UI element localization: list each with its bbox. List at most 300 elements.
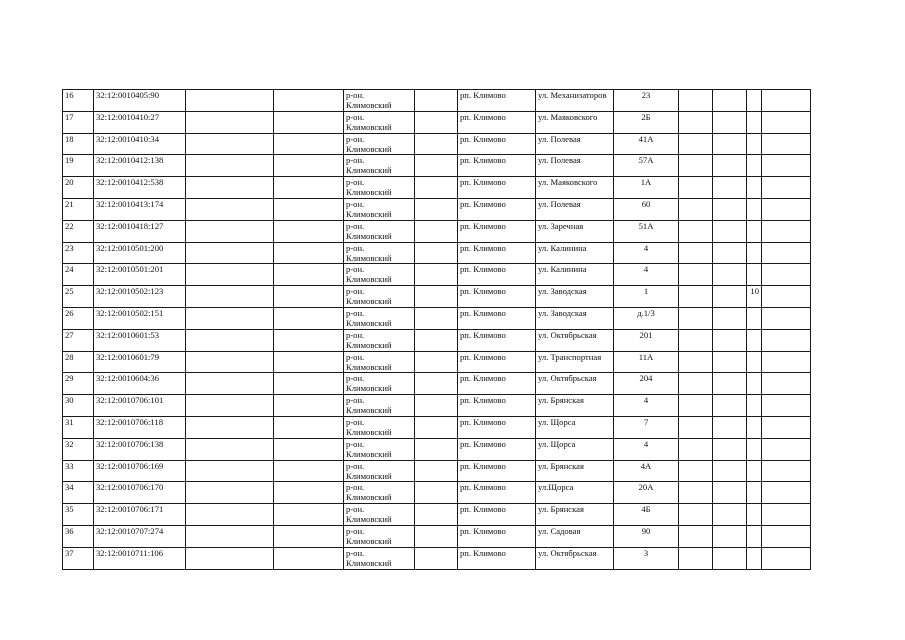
house-number-cell: д.1/3 — [614, 307, 679, 329]
district-name: Климовский — [346, 296, 392, 307]
district-cell — [344, 90, 415, 112]
cadastral-number-cell: 32:12:0010502:123 — [94, 286, 186, 308]
settlement-cell: рп. Климово — [458, 395, 536, 417]
empty-cell — [762, 90, 811, 112]
street-cell: ул. Механизаторов — [536, 90, 614, 112]
row-number-cell: 25 — [63, 286, 94, 308]
empty-cell — [186, 286, 274, 308]
extra-value-cell — [747, 242, 762, 264]
empty-cell — [679, 220, 713, 242]
district-name: Климовский — [346, 121, 392, 132]
empty-cell — [679, 155, 713, 177]
street-cell: ул. Брянская — [536, 504, 614, 526]
empty-cell — [762, 286, 811, 308]
empty-cell — [274, 242, 344, 264]
house-number-cell: 90 — [614, 525, 679, 547]
cadastral-number-cell: 32:12:0010412:138 — [94, 155, 186, 177]
district-name: Климовский — [346, 100, 392, 110]
district-name: Климовский — [346, 426, 392, 437]
empty-cell — [415, 525, 458, 547]
district-prefix: р-он. — [346, 286, 365, 297]
extra-value-cell — [747, 111, 762, 133]
extra-value-cell — [747, 90, 762, 112]
district-prefix: р-он. — [346, 307, 365, 318]
district-cell — [344, 111, 415, 133]
empty-cell — [274, 307, 344, 329]
district-name: Климовский — [346, 361, 392, 372]
empty-cell — [762, 504, 811, 526]
street-cell: ул. Полевая — [536, 198, 614, 220]
row-number-cell: 34 — [63, 482, 94, 504]
empty-cell — [762, 395, 811, 417]
empty-cell — [713, 351, 747, 373]
empty-cell — [679, 90, 713, 112]
empty-cell — [415, 329, 458, 351]
district-cell — [344, 133, 415, 155]
district-name: Климовский — [346, 492, 392, 503]
house-number-cell: 23 — [614, 90, 679, 112]
settlement-cell: рп. Климово — [458, 482, 536, 504]
settlement-cell: рп. Климово — [458, 90, 536, 112]
empty-cell — [679, 286, 713, 308]
cadastral-number-cell: 32:12:0010501:200 — [94, 242, 186, 264]
street-cell: ул.Щорса — [536, 482, 614, 504]
district-name: Климовский — [346, 274, 392, 285]
house-number-cell: 4Б — [614, 504, 679, 526]
settlement-cell: рп. Климово — [458, 373, 536, 395]
empty-cell — [713, 373, 747, 395]
empty-cell — [679, 416, 713, 438]
district-prefix: р-он. — [346, 351, 365, 362]
settlement-cell: рп. Климово — [458, 307, 536, 329]
house-number-cell: 4 — [614, 395, 679, 417]
extra-value-cell — [747, 351, 762, 373]
district-prefix: р-он. — [346, 525, 365, 536]
district-name: Климовский — [346, 208, 392, 219]
settlement-cell: рп. Климово — [458, 133, 536, 155]
extra-value-cell — [747, 547, 762, 569]
empty-cell — [415, 111, 458, 133]
empty-cell — [713, 307, 747, 329]
table-row — [63, 177, 811, 199]
table-row — [63, 460, 811, 482]
empty-cell — [274, 460, 344, 482]
district-cell — [344, 438, 415, 460]
street-cell: ул. Брянская — [536, 460, 614, 482]
district-cell — [344, 307, 415, 329]
empty-cell — [274, 547, 344, 569]
house-number-cell: 20А — [614, 482, 679, 504]
row-number-cell: 30 — [63, 395, 94, 417]
street-cell: ул. Калинина — [536, 242, 614, 264]
district-cell — [344, 242, 415, 264]
settlement-cell: рп. Климово — [458, 329, 536, 351]
table-row — [63, 504, 811, 526]
empty-cell — [415, 220, 458, 242]
empty-cell — [186, 264, 274, 286]
document-page — [62, 89, 810, 570]
empty-cell — [415, 460, 458, 482]
street-cell: ул. Транспортная — [536, 351, 614, 373]
district-prefix: р-он. — [346, 460, 365, 471]
extra-value-cell: 10 — [747, 286, 762, 308]
empty-cell — [186, 395, 274, 417]
table-row — [63, 307, 811, 329]
empty-cell — [186, 351, 274, 373]
empty-cell — [415, 90, 458, 112]
street-cell: ул. Октябрьская — [536, 329, 614, 351]
cadastral-number-cell: 32:12:0010410:27 — [94, 111, 186, 133]
extra-value-cell — [747, 373, 762, 395]
row-number-cell: 32 — [63, 438, 94, 460]
table-row — [63, 133, 811, 155]
extra-value-cell — [747, 416, 762, 438]
empty-cell — [713, 395, 747, 417]
district-cell — [344, 416, 415, 438]
empty-cell — [762, 460, 811, 482]
street-cell: ул. Заводская — [536, 307, 614, 329]
empty-cell — [415, 438, 458, 460]
empty-cell — [679, 133, 713, 155]
table-row — [63, 242, 811, 264]
district-cell — [344, 198, 415, 220]
empty-cell — [274, 220, 344, 242]
row-number-cell: 37 — [63, 547, 94, 569]
cadastral-number-cell: 32:12:0010413:174 — [94, 198, 186, 220]
empty-cell — [274, 264, 344, 286]
empty-cell — [186, 307, 274, 329]
street-cell: ул. Щорса — [536, 438, 614, 460]
house-number-cell: 1 — [614, 286, 679, 308]
table-row — [63, 525, 811, 547]
district-cell — [344, 329, 415, 351]
settlement-cell: рп. Климово — [458, 177, 536, 199]
table-row — [63, 286, 811, 308]
cadastral-number-cell: 32:12:0010410:34 — [94, 133, 186, 155]
district-name: Климовский — [346, 165, 392, 176]
district-name: Климовский — [346, 448, 392, 459]
empty-cell — [713, 155, 747, 177]
empty-cell — [274, 482, 344, 504]
empty-cell — [713, 460, 747, 482]
empty-cell — [415, 133, 458, 155]
empty-cell — [679, 264, 713, 286]
table-row — [63, 329, 811, 351]
house-number-cell: 7 — [614, 416, 679, 438]
empty-cell — [415, 198, 458, 220]
district-prefix: р-он. — [346, 198, 365, 209]
table-row — [63, 438, 811, 460]
district-cell — [344, 525, 415, 547]
empty-cell — [713, 329, 747, 351]
table-row — [63, 395, 811, 417]
street-cell: ул. Заводская — [536, 286, 614, 308]
empty-cell — [713, 504, 747, 526]
empty-cell — [274, 177, 344, 199]
empty-cell — [762, 242, 811, 264]
empty-cell — [274, 329, 344, 351]
empty-cell — [679, 547, 713, 569]
cadastral-number-cell: 32:12:0010706:171 — [94, 504, 186, 526]
street-cell: ул. Октябрьская — [536, 547, 614, 569]
empty-cell — [679, 460, 713, 482]
cadastral-number-cell: 32:12:0010706:138 — [94, 438, 186, 460]
district-cell — [344, 351, 415, 373]
house-number-cell: 60 — [614, 198, 679, 220]
district-cell — [344, 547, 415, 569]
empty-cell — [713, 416, 747, 438]
table-row — [63, 373, 811, 395]
extra-value-cell — [747, 525, 762, 547]
street-cell: ул. Садовая — [536, 525, 614, 547]
cadastral-number-cell: 32:12:0010418:127 — [94, 220, 186, 242]
house-number-cell: 51А — [614, 220, 679, 242]
district-cell — [344, 482, 415, 504]
row-number-cell: 31 — [63, 416, 94, 438]
empty-cell — [762, 351, 811, 373]
district-prefix: р-он. — [346, 264, 365, 275]
empty-cell — [274, 111, 344, 133]
house-number-cell: 4А — [614, 460, 679, 482]
empty-cell — [415, 307, 458, 329]
empty-cell — [762, 307, 811, 329]
extra-value-cell — [747, 504, 762, 526]
empty-cell — [415, 242, 458, 264]
table-body — [63, 90, 811, 570]
extra-value-cell — [747, 329, 762, 351]
table-row — [63, 416, 811, 438]
district-name: Климовский — [346, 405, 392, 416]
district-name: Климовский — [346, 317, 392, 328]
cadastral-number-cell: 32:12:0010604:36 — [94, 373, 186, 395]
empty-cell — [713, 482, 747, 504]
street-cell: ул. Маяковского — [536, 111, 614, 133]
empty-cell — [679, 307, 713, 329]
empty-cell — [762, 416, 811, 438]
row-number-cell: 26 — [63, 307, 94, 329]
empty-cell — [679, 373, 713, 395]
settlement-cell: рп. Климово — [458, 286, 536, 308]
empty-cell — [274, 504, 344, 526]
row-number-cell: 22 — [63, 220, 94, 242]
extra-value-cell — [747, 198, 762, 220]
district-prefix: р-он. — [346, 504, 365, 515]
row-number-cell: 20 — [63, 177, 94, 199]
extra-value-cell — [747, 177, 762, 199]
empty-cell — [415, 351, 458, 373]
empty-cell — [274, 90, 344, 112]
empty-cell — [713, 525, 747, 547]
house-number-cell: 41А — [614, 133, 679, 155]
street-cell: ул. Брянская — [536, 395, 614, 417]
cadastral-number-cell: 32:12:0010502:151 — [94, 307, 186, 329]
empty-cell — [679, 329, 713, 351]
district-cell — [344, 460, 415, 482]
house-number-cell: 4 — [614, 264, 679, 286]
cadastral-number-cell: 32:12:0010707:274 — [94, 525, 186, 547]
district-name: Климовский — [346, 535, 392, 546]
district-prefix: р-он. — [346, 155, 365, 166]
district-prefix: р-он. — [346, 373, 365, 384]
district-cell — [344, 286, 415, 308]
extra-value-cell — [747, 155, 762, 177]
empty-cell — [713, 90, 747, 112]
table-row — [63, 264, 811, 286]
empty-cell — [762, 373, 811, 395]
district-prefix: р-он. — [346, 90, 365, 100]
district-cell — [344, 220, 415, 242]
district-cell — [344, 155, 415, 177]
street-cell: ул. Щорса — [536, 416, 614, 438]
district-cell — [344, 504, 415, 526]
empty-cell — [274, 373, 344, 395]
settlement-cell: рп. Климово — [458, 198, 536, 220]
empty-cell — [274, 198, 344, 220]
district-name: Климовский — [346, 230, 392, 241]
district-prefix: р-он. — [346, 395, 365, 406]
settlement-cell: рп. Климово — [458, 547, 536, 569]
empty-cell — [679, 395, 713, 417]
empty-cell — [415, 373, 458, 395]
district-cell — [344, 395, 415, 417]
house-number-cell: 2Б — [614, 111, 679, 133]
row-number-cell: 17 — [63, 111, 94, 133]
house-number-cell: 4 — [614, 438, 679, 460]
empty-cell — [186, 525, 274, 547]
row-number-cell: 21 — [63, 198, 94, 220]
district-name: Климовский — [346, 557, 392, 568]
empty-cell — [274, 351, 344, 373]
table-row — [63, 220, 811, 242]
empty-cell — [679, 351, 713, 373]
empty-cell — [186, 460, 274, 482]
settlement-cell: рп. Климово — [458, 155, 536, 177]
empty-cell — [762, 438, 811, 460]
empty-cell — [713, 547, 747, 569]
row-number-cell: 33 — [63, 460, 94, 482]
property-registry-table — [62, 89, 811, 570]
district-prefix: р-он. — [346, 177, 365, 188]
empty-cell — [762, 525, 811, 547]
house-number-cell: 11А — [614, 351, 679, 373]
settlement-cell: рп. Климово — [458, 220, 536, 242]
empty-cell — [713, 220, 747, 242]
extra-value-cell — [747, 307, 762, 329]
empty-cell — [186, 504, 274, 526]
table-row — [63, 90, 811, 112]
district-name: Климовский — [346, 470, 392, 481]
row-number-cell: 36 — [63, 525, 94, 547]
empty-cell — [415, 504, 458, 526]
empty-cell — [186, 220, 274, 242]
extra-value-cell — [747, 482, 762, 504]
district-name: Климовский — [346, 252, 392, 263]
cadastral-number-cell: 32:12:0010601:53 — [94, 329, 186, 351]
empty-cell — [274, 438, 344, 460]
table-row — [63, 155, 811, 177]
empty-cell — [762, 220, 811, 242]
empty-cell — [713, 264, 747, 286]
empty-cell — [274, 416, 344, 438]
empty-cell — [186, 416, 274, 438]
settlement-cell: рп. Климово — [458, 460, 536, 482]
empty-cell — [274, 395, 344, 417]
empty-cell — [713, 177, 747, 199]
district-prefix: р-он. — [346, 111, 365, 122]
empty-cell — [415, 264, 458, 286]
house-number-cell: 4 — [614, 242, 679, 264]
house-number-cell: 204 — [614, 373, 679, 395]
empty-cell — [762, 482, 811, 504]
empty-cell — [186, 90, 274, 112]
empty-cell — [762, 177, 811, 199]
district-prefix: р-он. — [346, 547, 365, 558]
row-number-cell: 23 — [63, 242, 94, 264]
settlement-cell: рп. Климово — [458, 351, 536, 373]
house-number-cell: 3 — [614, 547, 679, 569]
empty-cell — [679, 242, 713, 264]
cadastral-number-cell: 32:12:0010706:169 — [94, 460, 186, 482]
empty-cell — [762, 198, 811, 220]
empty-cell — [186, 155, 274, 177]
district-name: Климовский — [346, 339, 392, 350]
empty-cell — [679, 177, 713, 199]
district-prefix: р-он. — [346, 482, 365, 493]
cadastral-number-cell: 32:12:0010711:106 — [94, 547, 186, 569]
empty-cell — [186, 547, 274, 569]
empty-cell — [762, 133, 811, 155]
house-number-cell: 201 — [614, 329, 679, 351]
cadastral-number-cell: 32:12:0010405:90 — [94, 90, 186, 112]
empty-cell — [679, 504, 713, 526]
district-cell — [344, 373, 415, 395]
cadastral-number-cell: 32:12:0010601:79 — [94, 351, 186, 373]
table-row — [63, 547, 811, 569]
empty-cell — [186, 373, 274, 395]
empty-cell — [762, 155, 811, 177]
table-row — [63, 111, 811, 133]
street-cell: ул. Маяковского — [536, 177, 614, 199]
empty-cell — [186, 482, 274, 504]
empty-cell — [415, 395, 458, 417]
settlement-cell: рп. Климово — [458, 111, 536, 133]
row-number-cell: 18 — [63, 133, 94, 155]
extra-value-cell — [747, 395, 762, 417]
cadastral-number-cell: 32:12:0010706:101 — [94, 395, 186, 417]
extra-value-cell — [747, 133, 762, 155]
table-row — [63, 198, 811, 220]
row-number-cell: 28 — [63, 351, 94, 373]
empty-cell — [415, 177, 458, 199]
empty-cell — [186, 438, 274, 460]
empty-cell — [186, 133, 274, 155]
empty-cell — [186, 242, 274, 264]
street-cell: ул. Заречная — [536, 220, 614, 242]
settlement-cell: рп. Климово — [458, 438, 536, 460]
settlement-cell: рп. Климово — [458, 416, 536, 438]
table-row — [63, 351, 811, 373]
extra-value-cell — [747, 220, 762, 242]
district-prefix: р-он. — [346, 416, 365, 427]
district-prefix: р-он. — [346, 220, 365, 231]
street-cell: ул. Октябрьская — [536, 373, 614, 395]
empty-cell — [713, 111, 747, 133]
district-cell — [344, 177, 415, 199]
district-cell — [344, 264, 415, 286]
district-name: Климовский — [346, 383, 392, 394]
empty-cell — [415, 547, 458, 569]
district-name: Климовский — [346, 187, 392, 198]
